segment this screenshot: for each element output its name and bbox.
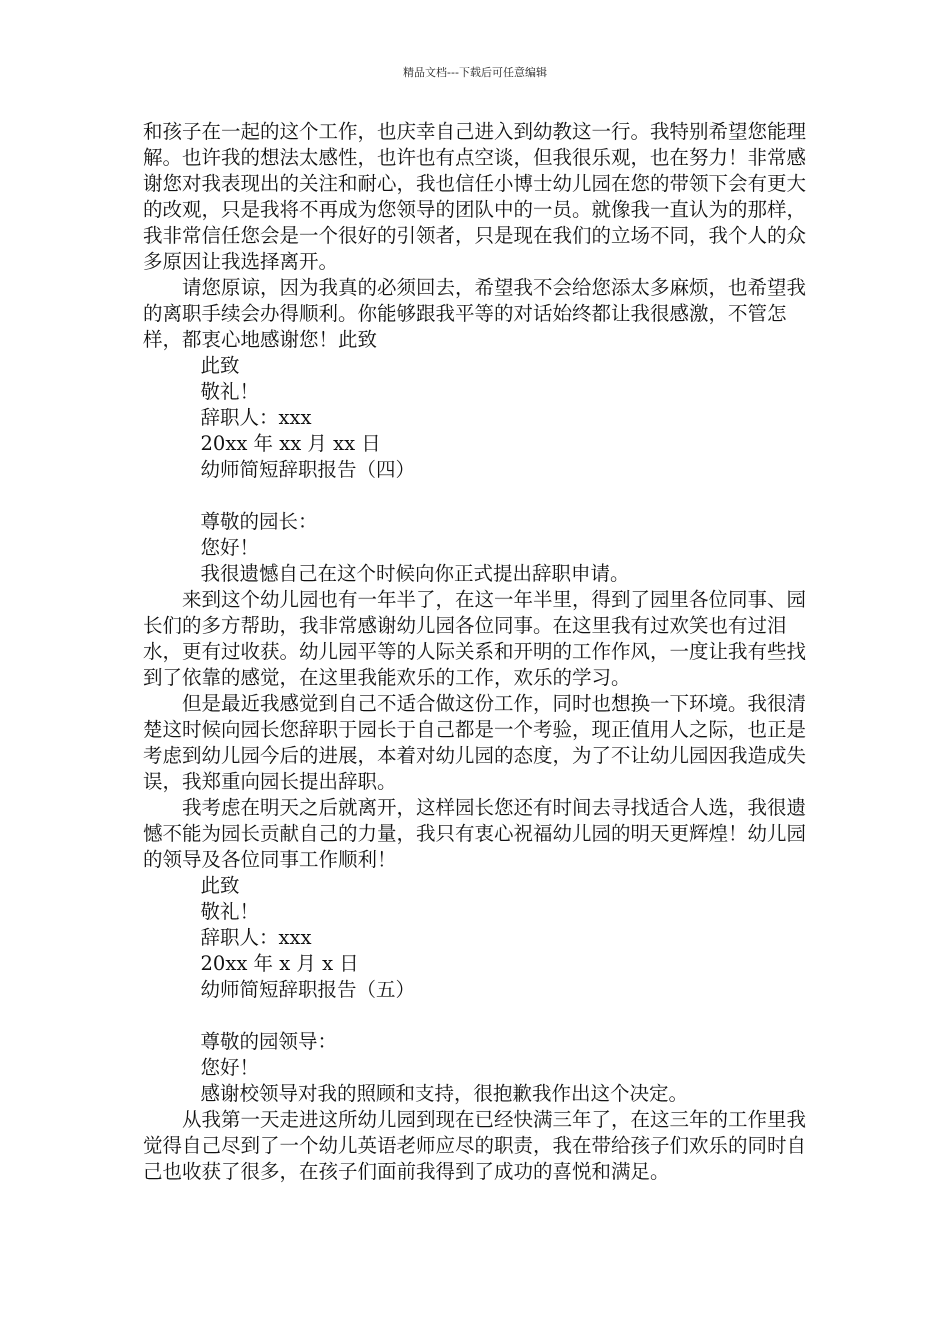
salute-line: 敬礼！ — [200, 900, 260, 923]
paragraph: 我很遗憾自己在这个时候向你正式提出辞职申请。 — [200, 562, 630, 585]
closing-line: 此致 — [200, 354, 240, 377]
paragraph: 从我第一天走进这所幼儿园到现在已经快满三年了，在这三年的工作里我觉得自己尽到了一个幼儿英语老师应尽的职责，我在带给孩子们欢乐的同时自己也收获了很多，在孩子们面前我得到了成功的喜悦和满足。 — [143, 1108, 807, 1183]
page-header: 精品文档---下载后可任意编辑 — [403, 66, 547, 79]
blank-line — [143, 483, 811, 509]
blank-line — [143, 1003, 811, 1029]
signer-line: 辞职人：xxx — [200, 406, 312, 429]
paragraph: 但是最近我感觉到自己不适合做这份工作，同时也想换一下环境。我很清楚这时候向园长您辞职于园长于自己都是一个考验，现正值用人之际，也正是考虑到幼儿园今后的进展，本着对幼儿园的态度，为了不让幼儿园因我造成失误，我郑重向园长提出辞职。 — [143, 692, 807, 793]
closing-line: 此致 — [200, 874, 240, 897]
paragraph: 请您原谅，因为我真的必须回去，希望我不会给您添太多麻烦，也希望我的离职手续会办得顺利。你能够跟我平等的对话始终都让我很感激，不管怎样，都衷心地感谢您！此致 — [143, 276, 807, 351]
section-title: 幼师简短辞职报告（五） — [200, 978, 416, 1001]
section-title: 幼师简短辞职报告（四） — [200, 458, 416, 481]
paragraph: 我考虑在明天之后就离开，这样园长您还有时间去寻找适合人选，我很遗憾不能为园长贡献自己的力量，我只有衷心祝福幼儿园的明天更辉煌！幼儿园的领导及各位同事工作顺利！ — [143, 796, 807, 871]
greeting: 您好！ — [200, 536, 260, 559]
date-line: 20xx 年 x 月 x 日 — [200, 952, 359, 975]
date-line: 20xx 年 xx 月 xx 日 — [200, 432, 381, 455]
paragraph: 来到这个幼儿园也有一年半了，在这一年半里，得到了园里各位同事、园长们的多方帮助，我非常感谢幼儿园各位同事。在这里我有过欢笑也有过泪水，更有过收获。幼儿园平等的人际关系和开明的工作作风，一度让我有些找到了依靠的感觉，在这里我能欢乐的工作，欢乐的学习。 — [143, 588, 807, 689]
document-body — [143, 119, 811, 1185]
salute-line: 敬礼！ — [200, 380, 260, 403]
greeting: 您好！ — [200, 1056, 260, 1079]
salutation: 尊敬的园长： — [200, 510, 318, 533]
paragraph: 和孩子在一起的这个工作，也庆幸自己进入到幼教这一行。我特别希望您能理解。也许我的想法太感性，也许也有点空谈，但我很乐观，也在努力！非常感谢您对我表现出的关注和耐心，我也信任小博士幼儿园在您的带领下会有更大的改观，只是我将不再成为您领导的团队中的一员。就像我一直认为的那样，我非常信任您会是一个很好的引领者，只是现在我们的立场不同，我个人的众多原因让我选择离开。 — [143, 120, 807, 273]
paragraph: 感谢校领导对我的照顾和支持，很抱歉我作出这个决定。 — [200, 1082, 689, 1105]
signer-line: 辞职人：xxx — [200, 926, 312, 949]
salutation: 尊敬的园领导： — [200, 1030, 338, 1053]
